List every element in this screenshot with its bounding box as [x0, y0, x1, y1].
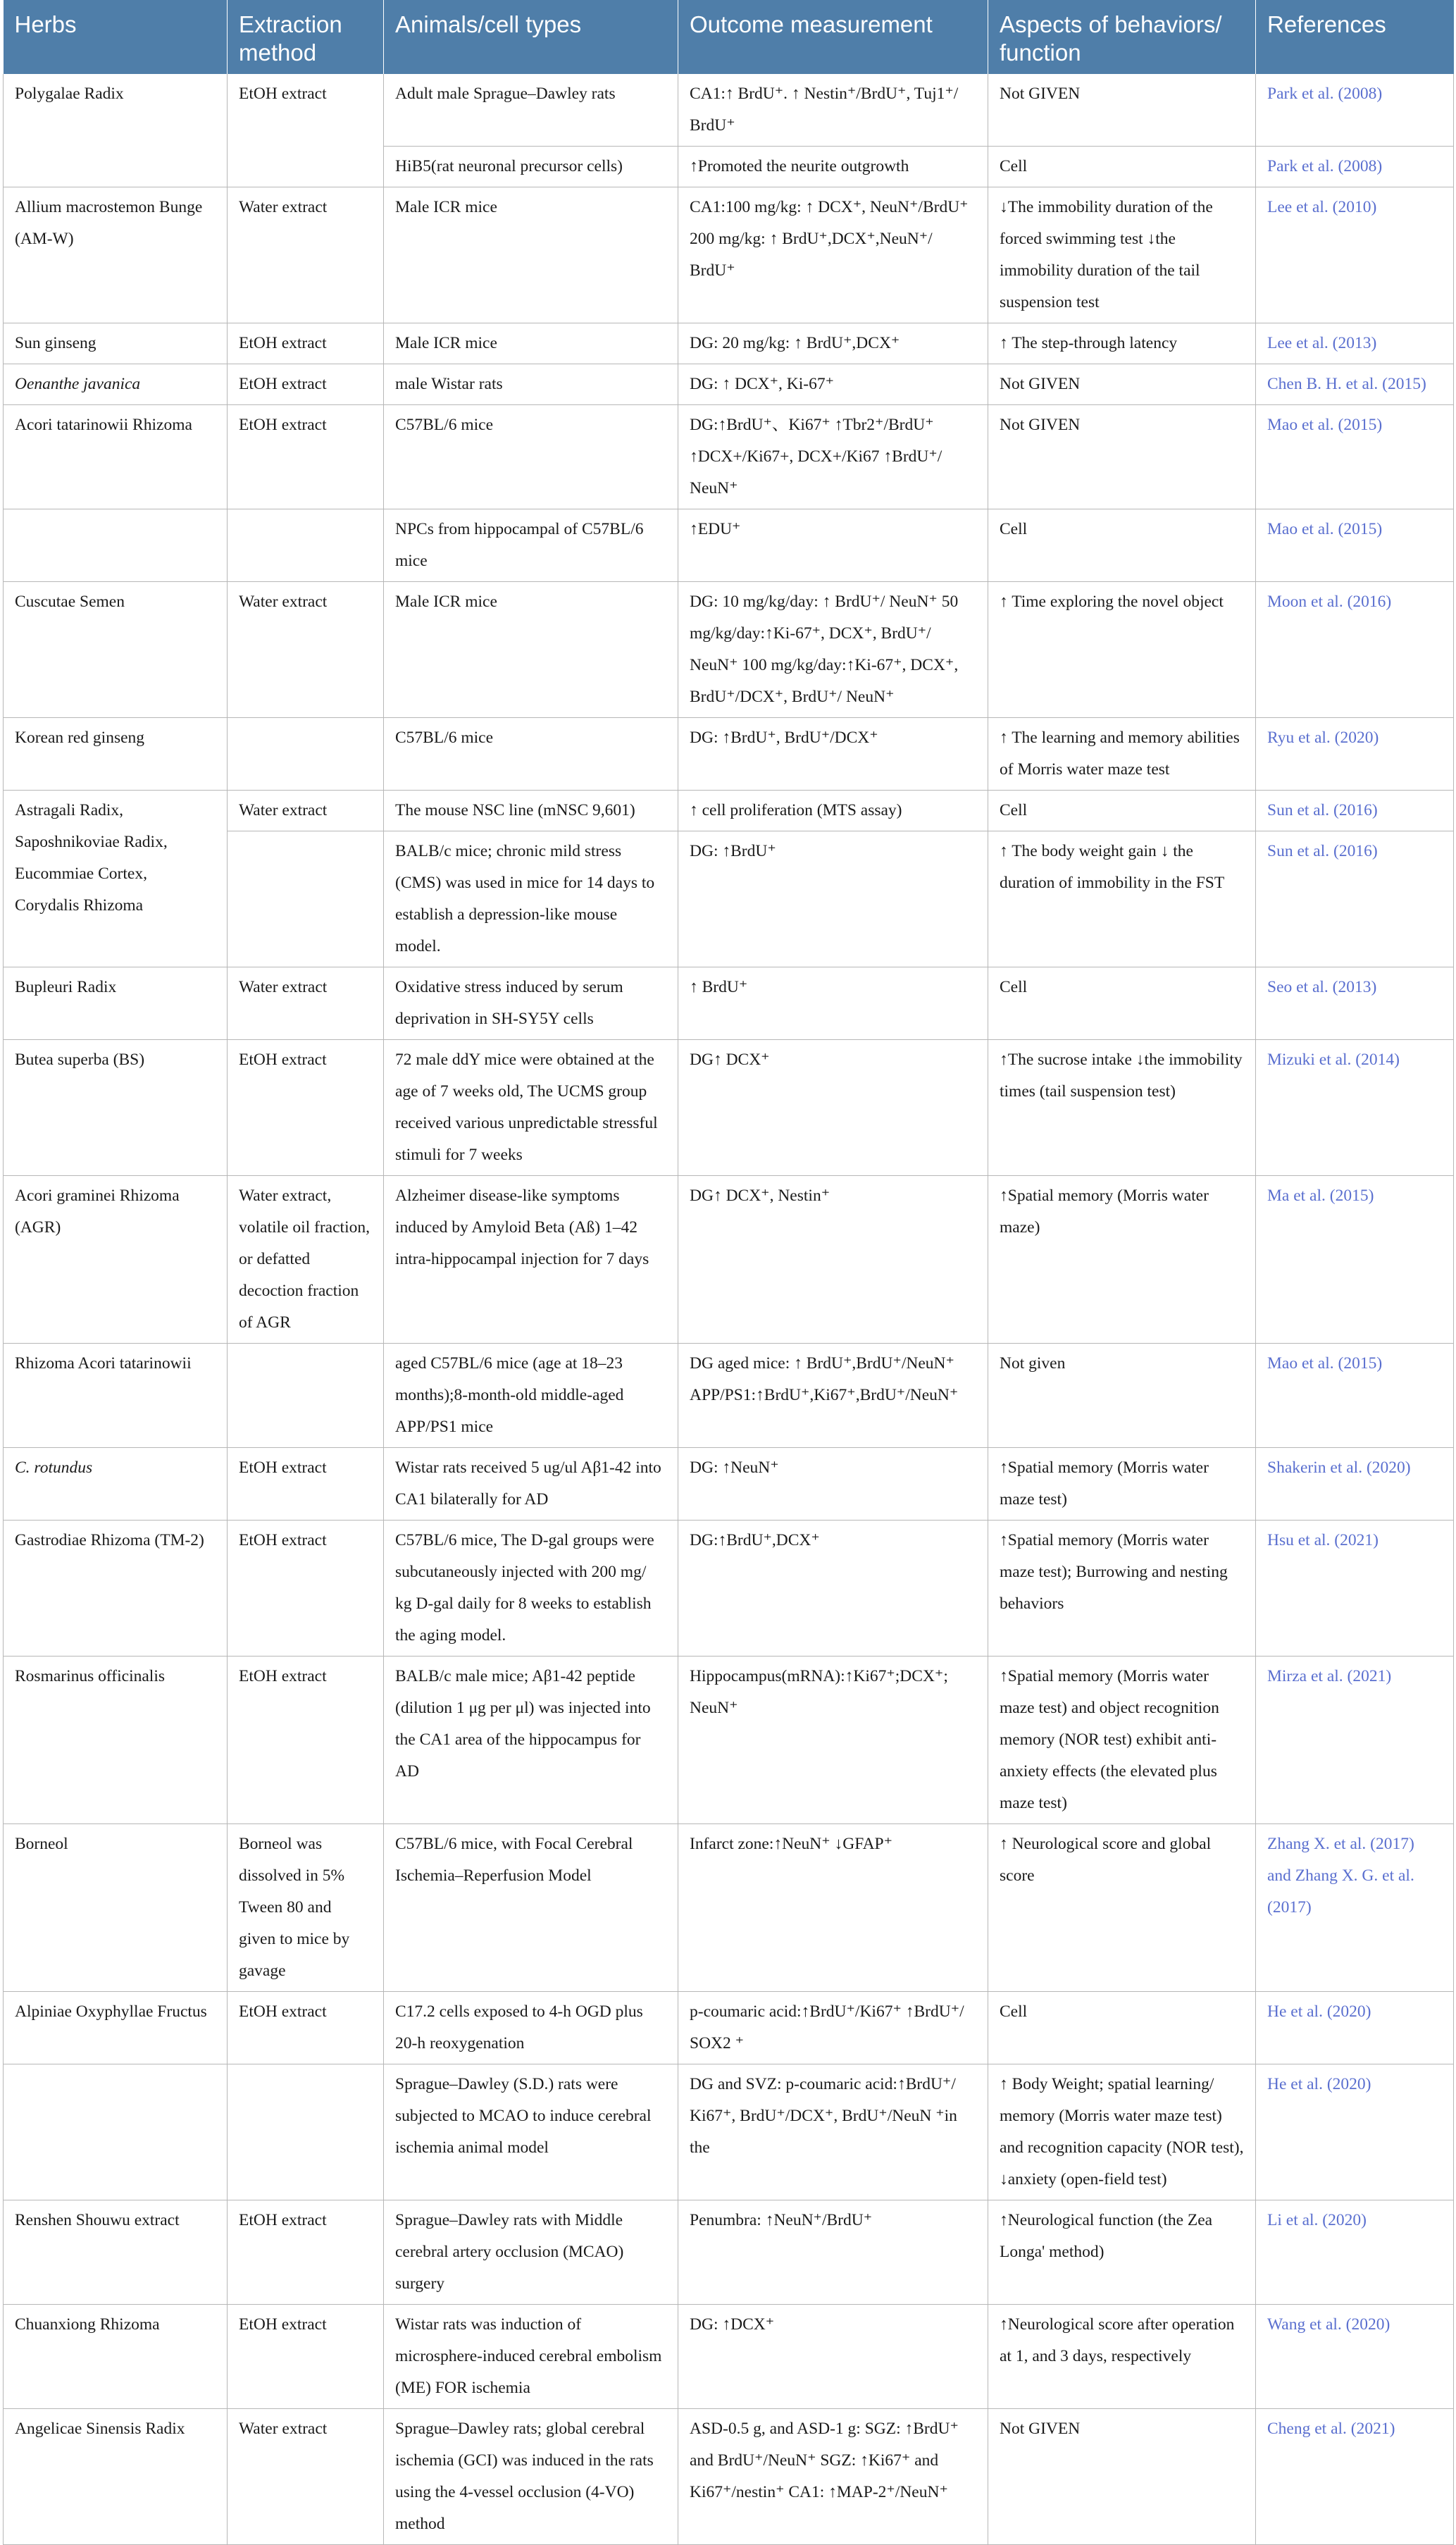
animals-cell: Wistar rats was induction of microsphere-induced cerebral embolism (ME) FOR ischemia — [384, 2305, 678, 2409]
extraction-method-cell: Water extract — [228, 791, 384, 831]
herb-cell: Bupleuri Radix — [4, 967, 228, 1040]
extraction-method-cell — [228, 2064, 384, 2200]
outcome-cell: ↑ cell proliferation (MTS assay) — [678, 791, 988, 831]
herbs-table — [3, 0, 1454, 2545]
table-container — [3, 0, 1453, 2545]
animals-cell: HiB5(rat neuronal precursor cells) — [384, 147, 678, 187]
extraction-method-cell: EtOH extract — [228, 1448, 384, 1521]
table-row — [4, 1176, 1454, 1344]
outcome-cell: CA1:↑ BrdU⁺. ↑ Nestin⁺/BrdU⁺, Tuj1⁺/ BrdU⁺ — [678, 74, 988, 147]
reference-link[interactable]: Park et al. (2008) — [1256, 74, 1454, 147]
animals-cell: 72 male ddY mice were obtained at the age of 7 weeks old, The UCMS group received various unpredictable stressful stimuli for 7 weeks — [384, 1040, 678, 1176]
aspects-cell: ↑ Body Weight; spatial learning/ memory (Morris water maze test) and recognition capacity (NOR test), ↓anxiety (open-field test) — [988, 2064, 1256, 2200]
reference-link[interactable]: Seo et al. (2013) — [1256, 967, 1454, 1040]
reference-link[interactable]: Sun et al. (2016) — [1256, 831, 1454, 967]
herb-cell: Alpiniae Oxyphyllae Fructus — [4, 1992, 228, 2064]
aspects-cell: Not GIVEN — [988, 2409, 1256, 2545]
col-header-references: References — [1256, 0, 1454, 74]
animals-cell: Wistar rats received 5 ug/ul Aβ1-42 into CA1 bilaterally for AD — [384, 1448, 678, 1521]
reference-link[interactable]: Li et al. (2020) — [1256, 2200, 1454, 2305]
aspects-cell: Cell — [988, 967, 1256, 1040]
table-row — [4, 791, 1454, 831]
table-row — [4, 364, 1454, 405]
aspects-cell: ↑The sucrose intake ↓the immobility times (tail suspension test) — [988, 1040, 1256, 1176]
extraction-method-cell: EtOH extract — [228, 1521, 384, 1657]
herb-cell: Chuanxiong Rhizoma — [4, 2305, 228, 2409]
aspects-cell: Cell — [988, 791, 1256, 831]
aspects-cell: ↑ The step-through latency — [988, 323, 1256, 364]
extraction-method-cell: EtOH extract — [228, 1992, 384, 2064]
outcome-cell: ↑EDU⁺ — [678, 509, 988, 582]
col-header-outcome-measurement: Outcome measurement — [678, 0, 988, 74]
aspects-cell: Not GIVEN — [988, 74, 1256, 147]
animals-cell: C57BL/6 mice, The D-gal groups were subcutaneously injected with 200 mg/ kg D-gal daily for 8 weeks to establish the aging model. — [384, 1521, 678, 1657]
herb-cell: Astragali Radix, Saposhnikoviae Radix, Eucommiae Cortex, Corydalis Rhizoma — [4, 791, 228, 967]
animals-cell: BALB/c male mice; Aβ1-42 peptide (dilution 1 μg per μl) was injected into the CA1 area of the hippocampus for AD — [384, 1657, 678, 1824]
herb-cell: Sun ginseng — [4, 323, 228, 364]
table-row — [4, 2200, 1454, 2305]
aspects-cell: Cell — [988, 509, 1256, 582]
table-row — [4, 405, 1454, 509]
animals-cell: C57BL/6 mice, with Focal Cerebral Ischemia–Reperfusion Model — [384, 1824, 678, 1992]
reference-link[interactable]: Lee et al. (2013) — [1256, 323, 1454, 364]
herb-cell: Gastrodiae Rhizoma (TM-2) — [4, 1521, 228, 1657]
table-row — [4, 582, 1454, 718]
aspects-cell: ↑Spatial memory (Morris water maze test) and object recognition memory (NOR test) exhibit anti-anxiety effects (the elevated plus maze test) — [988, 1657, 1256, 1824]
herb-cell: Oenanthe javanica — [4, 364, 228, 405]
extraction-method-cell: Water extract — [228, 2409, 384, 2545]
aspects-cell: ↑Neurological score after operation at 1, and 3 days, respectively — [988, 2305, 1256, 2409]
herb-cell: C. rotundus — [4, 1448, 228, 1521]
reference-link[interactable]: Ryu et al. (2020) — [1256, 718, 1454, 791]
col-header-extraction-method: Extraction method — [228, 0, 384, 74]
animals-cell: Male ICR mice — [384, 323, 678, 364]
herb-cell: Allium macrostemon Bunge (AM-W) — [4, 187, 228, 323]
table-row — [4, 2409, 1454, 2545]
reference-link[interactable]: Ma et al. (2015) — [1256, 1176, 1454, 1344]
herb-cell — [4, 509, 228, 582]
animals-cell: Adult male Sprague–Dawley rats — [384, 74, 678, 147]
table-row — [4, 2305, 1454, 2409]
reference-link[interactable]: Hsu et al. (2021) — [1256, 1521, 1454, 1657]
outcome-cell: Penumbra: ↑NeuN⁺/BrdU⁺ — [678, 2200, 988, 2305]
outcome-cell: DG↑ DCX⁺ — [678, 1040, 988, 1176]
reference-link[interactable]: Mizuki et al. (2014) — [1256, 1040, 1454, 1176]
reference-link[interactable]: He et al. (2020) — [1256, 2064, 1454, 2200]
extraction-method-cell: Borneol was dissolved in 5% Tween 80 and given to mice by gavage — [228, 1824, 384, 1992]
outcome-cell: Hippocampus(mRNA):↑Ki67⁺;DCX⁺; NeuN⁺ — [678, 1657, 988, 1824]
reference-link[interactable]: Zhang X. et al. (2017) and Zhang X. G. et al. (2017) — [1256, 1824, 1454, 1992]
reference-link[interactable]: He et al. (2020) — [1256, 1992, 1454, 2064]
outcome-cell: DG: ↑BrdU⁺, BrdU⁺/DCX⁺ — [678, 718, 988, 791]
animals-cell: Male ICR mice — [384, 187, 678, 323]
animals-cell: C57BL/6 mice — [384, 718, 678, 791]
table-row — [4, 1992, 1454, 2064]
extraction-method-cell: Water extract, volatile oil fraction, or defatted decoction fraction of AGR — [228, 1176, 384, 1344]
table-row — [4, 323, 1454, 364]
extraction-method-cell — [228, 831, 384, 967]
aspects-cell: ↑Spatial memory (Morris water maze test); Burrowing and nesting behaviors — [988, 1521, 1256, 1657]
col-header-animals-cell-types: Animals/cell types — [384, 0, 678, 74]
animals-cell: Male ICR mice — [384, 582, 678, 718]
reference-link[interactable]: Mao et al. (2015) — [1256, 1344, 1454, 1448]
aspects-cell: ↑ The learning and memory abilities of Morris water maze test — [988, 718, 1256, 791]
outcome-cell: DG: ↑ DCX⁺, Ki-67⁺ — [678, 364, 988, 405]
extraction-method-cell — [228, 718, 384, 791]
extraction-method-cell — [228, 1344, 384, 1448]
aspects-cell: ↓The immobility duration of the forced swimming test ↓the immobility duration of the tail suspension test — [988, 187, 1256, 323]
outcome-cell: ↑ BrdU⁺ — [678, 967, 988, 1040]
extraction-method-cell: Water extract — [228, 187, 384, 323]
outcome-cell: DG and SVZ: p-coumaric acid:↑BrdU⁺/ Ki67⁺, BrdU⁺/DCX⁺, BrdU⁺/NeuN ⁺in the — [678, 2064, 988, 2200]
table-row — [4, 509, 1454, 582]
herb-cell: Acori tatarinowii Rhizoma — [4, 405, 228, 509]
extraction-method-cell: EtOH extract — [228, 2200, 384, 2305]
reference-link[interactable]: Cheng et al. (2021) — [1256, 2409, 1454, 2545]
animals-cell: The mouse NSC line (mNSC 9,601) — [384, 791, 678, 831]
table-body — [4, 74, 1454, 2545]
outcome-cell: DG aged mice: ↑ BrdU⁺,BrdU⁺/NeuN⁺ APP/PS1:↑BrdU⁺,Ki67⁺,BrdU⁺/NeuN⁺ — [678, 1344, 988, 1448]
table-row — [4, 1521, 1454, 1657]
extraction-method-cell — [228, 509, 384, 582]
outcome-cell: DG: ↑NeuN⁺ — [678, 1448, 988, 1521]
aspects-cell: ↑ The body weight gain ↓ the duration of immobility in the FST — [988, 831, 1256, 967]
table-row — [4, 1824, 1454, 1992]
reference-link[interactable]: Park et al. (2008) — [1256, 147, 1454, 187]
herb-cell: Angelicae Sinensis Radix — [4, 2409, 228, 2545]
outcome-cell: DG↑ DCX⁺, Nestin⁺ — [678, 1176, 988, 1344]
aspects-cell: Not GIVEN — [988, 405, 1256, 509]
animals-cell: aged C57BL/6 mice (age at 18–23 months);8-month-old middle-aged APP/PS1 mice — [384, 1344, 678, 1448]
animals-cell: Alzheimer disease-like symptoms induced by Amyloid Beta (Aß) 1–42 intra-hippocampal injection for 7 days — [384, 1176, 678, 1344]
table-row — [4, 718, 1454, 791]
table-row — [4, 1040, 1454, 1176]
extraction-method-cell: EtOH extract — [228, 1657, 384, 1824]
extraction-method-cell: EtOH extract — [228, 364, 384, 405]
aspects-cell: Not given — [988, 1344, 1256, 1448]
reference-link[interactable]: Mao et al. (2015) — [1256, 509, 1454, 582]
aspects-cell: Cell — [988, 1992, 1256, 2064]
reference-link[interactable]: Wang et al. (2020) — [1256, 2305, 1454, 2409]
outcome-cell: DG: ↑BrdU⁺ — [678, 831, 988, 967]
col-header-aspects: Aspects of behaviors/ function — [988, 0, 1256, 74]
reference-link[interactable]: Chen B. H. et al. (2015) — [1256, 364, 1454, 405]
aspects-cell: ↑Spatial memory (Morris water maze test) — [988, 1448, 1256, 1521]
herb-cell: Rhizoma Acori tatarinowii — [4, 1344, 228, 1448]
reference-link[interactable]: Mirza et al. (2021) — [1256, 1657, 1454, 1824]
extraction-method-cell: EtOH extract — [228, 1040, 384, 1176]
herb-cell — [4, 2064, 228, 2200]
herb-cell: Cuscutae Semen — [4, 582, 228, 718]
table-row — [4, 187, 1454, 323]
animals-cell: BALB/c mice; chronic mild stress (CMS) was used in mice for 14 days to establish a depression-like mouse model. — [384, 831, 678, 967]
table-row — [4, 2064, 1454, 2200]
reference-link[interactable]: Sun et al. (2016) — [1256, 791, 1454, 831]
extraction-method-cell: EtOH extract — [228, 405, 384, 509]
aspects-cell: ↑ Time exploring the novel object — [988, 582, 1256, 718]
extraction-method-cell: EtOH extract — [228, 2305, 384, 2409]
extraction-method-cell: EtOH extract — [228, 74, 384, 187]
animals-cell: Sprague–Dawley rats with Middle cerebral artery occlusion (MCAO) surgery — [384, 2200, 678, 2305]
extraction-method-cell: Water extract — [228, 582, 384, 718]
reference-link[interactable]: Shakerin et al. (2020) — [1256, 1448, 1454, 1521]
extraction-method-cell: EtOH extract — [228, 323, 384, 364]
outcome-cell: DG: ↑DCX⁺ — [678, 2305, 988, 2409]
animals-cell: Oxidative stress induced by serum deprivation in SH-SY5Y cells — [384, 967, 678, 1040]
aspects-cell: ↑ Neurological score and global score — [988, 1824, 1256, 1992]
outcome-cell: p-coumaric acid:↑BrdU⁺/Ki67⁺ ↑BrdU⁺/ SOX2 ⁺ — [678, 1992, 988, 2064]
herb-cell: Polygalae Radix — [4, 74, 228, 187]
extraction-method-cell: Water extract — [228, 967, 384, 1040]
outcome-cell: DG: 20 mg/kg: ↑ BrdU⁺,DCX⁺ — [678, 323, 988, 364]
herb-cell: Korean red ginseng — [4, 718, 228, 791]
herb-cell: Butea superba (BS) — [4, 1040, 228, 1176]
outcome-cell: DG:↑BrdU⁺,DCX⁺ — [678, 1521, 988, 1657]
outcome-cell: Infarct zone:↑NeuN⁺ ↓GFAP⁺ — [678, 1824, 988, 1992]
animals-cell: Sprague–Dawley rats; global cerebral ischemia (GCI) was induced in the rats using the 4-vessel occlusion (4-VO) method — [384, 2409, 678, 2545]
col-header-herbs: Herbs — [4, 0, 228, 74]
animals-cell: C17.2 cells exposed to 4-h OGD plus 20-h reoxygenation — [384, 1992, 678, 2064]
herb-cell: Borneol — [4, 1824, 228, 1992]
table-row — [4, 1657, 1454, 1824]
table-row — [4, 74, 1454, 147]
animals-cell: Sprague–Dawley (S.D.) rats were subjected to MCAO to induce cerebral ischemia animal model — [384, 2064, 678, 2200]
aspects-cell: ↑Spatial memory (Morris water maze) — [988, 1176, 1256, 1344]
herb-cell: Acori graminei Rhizoma (AGR) — [4, 1176, 228, 1344]
reference-link[interactable]: Lee et al. (2010) — [1256, 187, 1454, 323]
reference-link[interactable]: Mao et al. (2015) — [1256, 405, 1454, 509]
animals-cell: NPCs from hippocampal of C57BL/6 mice — [384, 509, 678, 582]
herb-cell: Renshen Shouwu extract — [4, 2200, 228, 2305]
animals-cell: male Wistar rats — [384, 364, 678, 405]
table-row — [4, 1448, 1454, 1521]
herb-cell: Rosmarinus officinalis — [4, 1657, 228, 1824]
table-row — [4, 967, 1454, 1040]
outcome-cell: CA1:100 mg/kg: ↑ DCX⁺, NeuN⁺/BrdU⁺ 200 mg/kg: ↑ BrdU⁺,DCX⁺,NeuN⁺/ BrdU⁺ — [678, 187, 988, 323]
outcome-cell: ASD-0.5 g, and ASD-1 g: SGZ: ↑BrdU⁺ and BrdU⁺/NeuN⁺ SGZ: ↑Ki67⁺ and Ki67⁺/nestin⁺ CA1: ↑MAP-2⁺/NeuN⁺ — [678, 2409, 988, 2545]
aspects-cell: Cell — [988, 147, 1256, 187]
animals-cell: C57BL/6 mice — [384, 405, 678, 509]
table-row — [4, 1344, 1454, 1448]
aspects-cell: ↑Neurological function (the Zea Longa' method) — [988, 2200, 1256, 2305]
outcome-cell: ↑Promoted the neurite outgrowth — [678, 147, 988, 187]
outcome-cell: DG:↑BrdU⁺、Ki67⁺ ↑Tbr2⁺/BrdU⁺ ↑DCX+/Ki67+, DCX+/Ki67 ↑BrdU⁺/ NeuN⁺ — [678, 405, 988, 509]
aspects-cell: Not GIVEN — [988, 364, 1256, 405]
reference-link[interactable]: Moon et al. (2016) — [1256, 582, 1454, 718]
outcome-cell: DG: 10 mg/kg/day: ↑ BrdU⁺/ NeuN⁺ 50 mg/kg/day:↑Ki-67⁺, DCX⁺, BrdU⁺/ NeuN⁺ 100 mg/kg/day:↑Ki-67⁺, DCX⁺, BrdU⁺/DCX⁺, BrdU⁺/ NeuN⁺ — [678, 582, 988, 718]
header-row — [4, 0, 1454, 74]
